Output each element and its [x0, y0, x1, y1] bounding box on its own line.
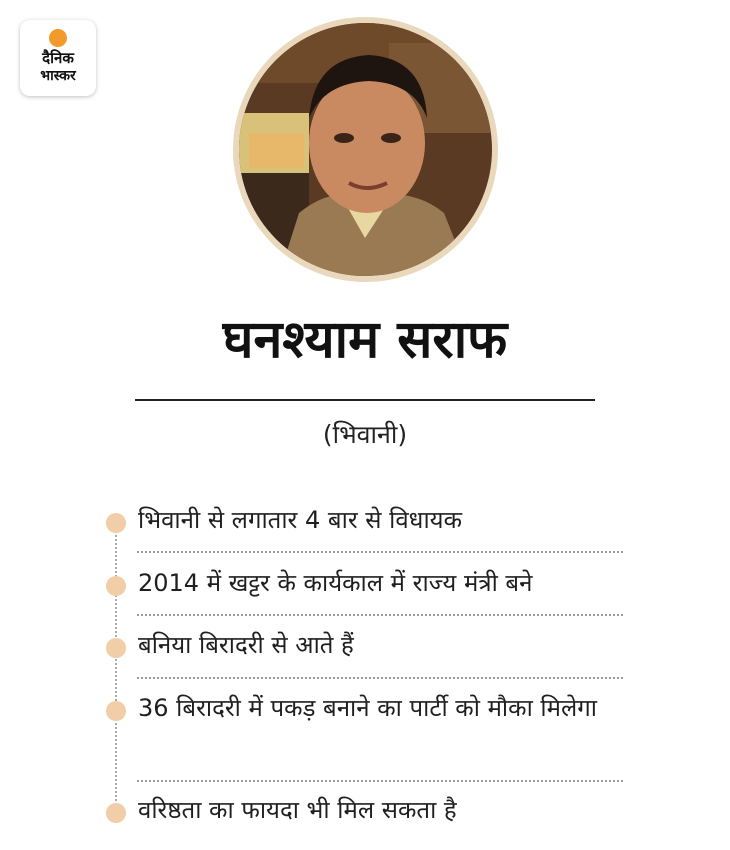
- timeline-line: [115, 523, 117, 813]
- person-name: घनश्याम सराफ: [222, 310, 508, 370]
- title-divider: [135, 399, 595, 401]
- bullet-icon: [106, 701, 126, 721]
- dotted-separator: [137, 677, 623, 679]
- point-text: बनिया बिरादरी से आते हैं: [138, 631, 354, 659]
- logo-sun-icon: [49, 29, 67, 47]
- dotted-separator: [137, 614, 623, 616]
- portrait-image: [239, 23, 492, 276]
- dotted-separator: [137, 780, 623, 782]
- point-text: 2014 में खट्टर के कार्यकाल में राज्य मंत्री बने: [138, 569, 533, 597]
- logo-line-1: दैनिक: [42, 49, 74, 67]
- bullet-icon: [106, 803, 126, 823]
- point-text: वरिष्ठता का फायदा भी मिल सकता है: [138, 796, 457, 824]
- constituency-label: (भिवानी): [322, 420, 408, 449]
- bullet-icon: [106, 513, 126, 533]
- bullet-icon: [106, 638, 126, 658]
- point-text: 36 बिरादरी में पकड़ बनाने का पार्टी को मौका मिलेगा: [138, 694, 597, 722]
- bullet-icon: [106, 576, 126, 596]
- dainik-bhaskar-logo: [20, 20, 96, 96]
- point-text: भिवानी से लगातार 4 बार से विधायक: [138, 506, 463, 534]
- dotted-separator: [137, 551, 623, 553]
- portrait-photo: [233, 17, 498, 282]
- logo-line-2: भास्कर: [40, 68, 76, 84]
